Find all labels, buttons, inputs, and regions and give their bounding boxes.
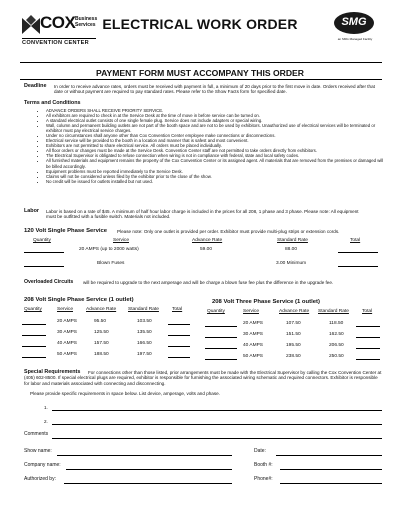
single208-col-service: Service — [57, 307, 73, 312]
cox-logo-text: COX — [40, 13, 76, 32]
three208-service: 40 AMPS — [243, 343, 263, 348]
comments-field[interactable] — [52, 438, 382, 439]
comments-label: Comments — [24, 431, 49, 437]
three208-col-service: Service — [243, 309, 259, 314]
single208-service: 50 AMPS — [57, 352, 77, 357]
three208-col-advance: Advance Rate — [279, 309, 310, 314]
three208-qty-field[interactable] — [205, 348, 237, 349]
blown-fuses-service: Blown Fuses — [97, 261, 125, 266]
three208-service: 20 AMPS — [243, 321, 263, 326]
single120-qty-field[interactable] — [24, 252, 64, 253]
three208-advance: 195.50 — [286, 343, 301, 348]
single208-service: 30 AMPS — [57, 330, 77, 335]
three208-total-field[interactable] — [356, 326, 380, 327]
terms-heading: Terms and Conditions — [24, 100, 81, 106]
single208-service: 20 AMPS — [57, 319, 77, 324]
overloaded-label: Overloaded Circuits — [24, 279, 74, 285]
single208-advance: 95.50 — [94, 319, 107, 324]
authorized-by-field[interactable] — [64, 483, 232, 484]
single208-qty-field[interactable] — [22, 357, 46, 358]
terms-item: • Electrical service will be provided to the booth in a location and manner that is safest and most convenient. — [46, 138, 386, 143]
single208-advance: 125.50 — [94, 330, 109, 335]
booth-label: Booth #: — [254, 462, 273, 468]
terms-item: • The Electrical Supervisor is obligated to refuse connection when wiring is not in compliance with federal, state and local safety codes. — [46, 153, 386, 158]
three208-service: 50 AMPS — [243, 354, 263, 359]
single120-advance: 59.00 — [200, 247, 213, 252]
three208-standard: 162.50 — [329, 332, 344, 337]
single208-standard: 197.50 — [137, 352, 152, 357]
special-text: For connections other than those listed, prior arrangements must be made with the Electrical Supervisor by calling the Cox Convention Center at (405) 602-8500. If special electrical plugs are required, exhibitor is responsible for furnishing the associated wiring schematic and required connectors. Exhibitor is responsible for labor and materials associated with connecting and disconnecting. — [24, 370, 382, 386]
single208-total-field[interactable] — [168, 346, 190, 347]
three208-col-standard: Standard Rate — [318, 309, 349, 314]
terms-item: • No credit will be issued for outlets installed but not used. — [46, 179, 386, 184]
three208-total-field[interactable] — [356, 359, 380, 360]
terms-item: • All exhibitors are required to check in at the Service Desk at the time of move in before service can be turned on. — [46, 113, 386, 118]
single120-col-standard: Standard Rate — [277, 238, 308, 243]
labor-text: Labor is based on a rate of $45. A minimum of half hour labor charge is included in the prices for all 208, 1 phase and 3 phase. Please note: All equipment must be outfitted with a fusible switch. Materials not included. — [46, 209, 359, 220]
three208-total-field[interactable] — [356, 348, 380, 349]
single208-service: 40 AMPS — [57, 341, 77, 346]
single208-col-total: Total — [172, 307, 183, 312]
smg-tagline: an SMG Managed Facility — [337, 37, 373, 41]
special-line-1-label: 1. — [44, 405, 48, 410]
special-instruction: Please provide specific requirements in space below. List device, amperage, volts and phase. — [30, 391, 220, 396]
date-label: Date: — [254, 448, 266, 454]
three208-service: 30 AMPS — [243, 332, 263, 337]
special-line-1-field[interactable] — [52, 410, 382, 411]
single208-total-field[interactable] — [168, 324, 190, 325]
single120-heading: 120 Volt Single Phase Service — [24, 228, 108, 234]
terms-item: • All floor orders or changes must be made at the Service Desk. Convention Center staff are not permitted to take orders directly from exhibitors. — [46, 148, 386, 153]
special-label: Special Requirements — [24, 369, 81, 375]
blown-fuses-total-field[interactable] — [338, 266, 378, 267]
authorized-by-label: Authorized by: — [24, 476, 56, 482]
three208-standard: 206.50 — [329, 343, 344, 348]
three208-col-quantity: Quantity — [207, 309, 225, 314]
single120-col-quantity: Quantity — [33, 238, 51, 243]
single208-heading: 208 Volt Single Phase Service (1 outlet) — [24, 297, 134, 303]
three208-col-total: Total — [362, 309, 373, 314]
deadline-text: In order to receive advance rates, orders must be received with payment in full, a minimum of 20 days prior to the first move in date. Orders received after that date or without payment are required to pay standard rates. Please refer to the Show Facts form for specified date. — [54, 84, 375, 95]
single208-total-field[interactable] — [168, 335, 190, 336]
single120-standard: 88.00 — [285, 247, 298, 252]
show-name-field[interactable] — [57, 455, 232, 456]
smg-logo-text: SMG — [341, 16, 367, 28]
terms-list — [38, 108, 386, 184]
single208-qty-field[interactable] — [22, 335, 46, 336]
three208-advance: 238.50 — [286, 354, 301, 359]
header-divider — [20, 62, 382, 63]
three208-qty-field[interactable] — [205, 326, 237, 327]
terms-item: • ADVANCE ORDERS SHALL RECEIVE PRIORITY SERVICE. — [46, 108, 386, 113]
single208-standard: 135.50 — [137, 330, 152, 335]
company-name-field[interactable] — [66, 469, 232, 470]
three208-advance: 151.50 — [286, 332, 301, 337]
date-field[interactable] — [276, 455, 382, 456]
single120-col-advance: Advance Rate — [192, 238, 223, 243]
cox-logo-sub2: Services — [75, 22, 96, 28]
special-line-2-label: 2. — [44, 419, 48, 424]
three208-advance: 107.50 — [286, 321, 301, 326]
single208-col-advance: Advance Rate — [86, 307, 117, 312]
three208-qty-field[interactable] — [205, 337, 237, 338]
terms-item: • Exhibitors are not permitted to share electrical service. All orders must be placed individually. — [46, 143, 386, 148]
three208-total-field[interactable] — [356, 337, 380, 338]
smg-logo — [328, 10, 380, 44]
cox-logo-bottom: CONVENTION CENTER — [22, 40, 89, 46]
single120-note: Please note: Only one outlet is provided per order. Exhibitor must provide multi-plug strips or extension cords. — [117, 229, 340, 234]
terms-item: • Equipment problems must be reported immediately to the Service Desk. — [46, 169, 386, 174]
booth-field[interactable] — [280, 469, 382, 470]
payment-notice: PAYMENT FORM MUST ACCOMPANY THIS ORDER — [95, 68, 304, 78]
labor-label: Labor — [24, 208, 39, 214]
single208-col-quantity: Quantity — [24, 307, 42, 312]
terms-item: • All furnished materials and equipment remains the property of the Cox Convention Center or its assigned agent. All materials that are removed from the premises or damaged will be billed accordingly. — [46, 158, 386, 168]
single208-advance: 157.50 — [94, 341, 109, 346]
show-name-label: Show name: — [24, 448, 52, 454]
single208-col-standard: Standard Rate — [128, 307, 159, 312]
overloaded-text: will be required to upgrade to the next amperage and will be charge a blown fuse fee plus the difference in the upgrade fee. — [83, 280, 334, 285]
cox-logo-sub1: Business — [75, 16, 98, 22]
single208-qty-field[interactable] — [22, 324, 46, 325]
phone-field[interactable] — [280, 483, 382, 484]
three208-qty-field[interactable] — [205, 359, 237, 360]
single120-service: 20 AMPS (up to 2000 watts) — [79, 247, 139, 252]
single120-col-service: Service — [113, 238, 129, 243]
terms-item: • Under no circumstances shall anyone other than Cox Convention Center employee make connections or disconnections. — [46, 133, 386, 138]
page-title: ELECTRICAL WORK ORDER — [102, 16, 298, 32]
single208-qty-field[interactable] — [22, 346, 46, 347]
single120-total-field[interactable] — [338, 252, 378, 253]
single120-col-total: Total — [350, 238, 361, 243]
terms-item: • A standard electrical outlet consists of one single female plug. Service does not include adapters or special wiring. — [46, 118, 386, 123]
single208-advance: 188.50 — [94, 352, 109, 357]
single208-total-field[interactable] — [168, 357, 190, 358]
single208-standard: 103.50 — [137, 319, 152, 324]
blown-fuses-standard: 3.00 Minimum — [276, 261, 307, 266]
company-name-label: Company name: — [24, 462, 61, 468]
special-line-2-field[interactable] — [52, 424, 382, 425]
three208-standard: 118.50 — [329, 321, 344, 326]
terms-item: • Wall, column and permanent building outlets are not part of the booth space and are not to be used by exhibitors. Unauthorized use of electrical services will be terminated or exhibitor must pay electrical service charges. — [46, 123, 386, 133]
terms-item: • Claims will not be considered unless filed by the exhibitor prior to the close of the show. — [46, 174, 386, 179]
single208-standard: 166.50 — [137, 341, 152, 346]
phone-label: Phone#: — [254, 476, 273, 482]
three208-heading: 208 Volt Three Phase Service (1 outlet) — [212, 299, 320, 305]
blown-fuses-qty-field[interactable] — [24, 266, 64, 267]
three208-standard: 250.50 — [329, 354, 344, 359]
deadline-label: Deadline — [24, 83, 47, 89]
subtitle-divider — [20, 79, 382, 80]
